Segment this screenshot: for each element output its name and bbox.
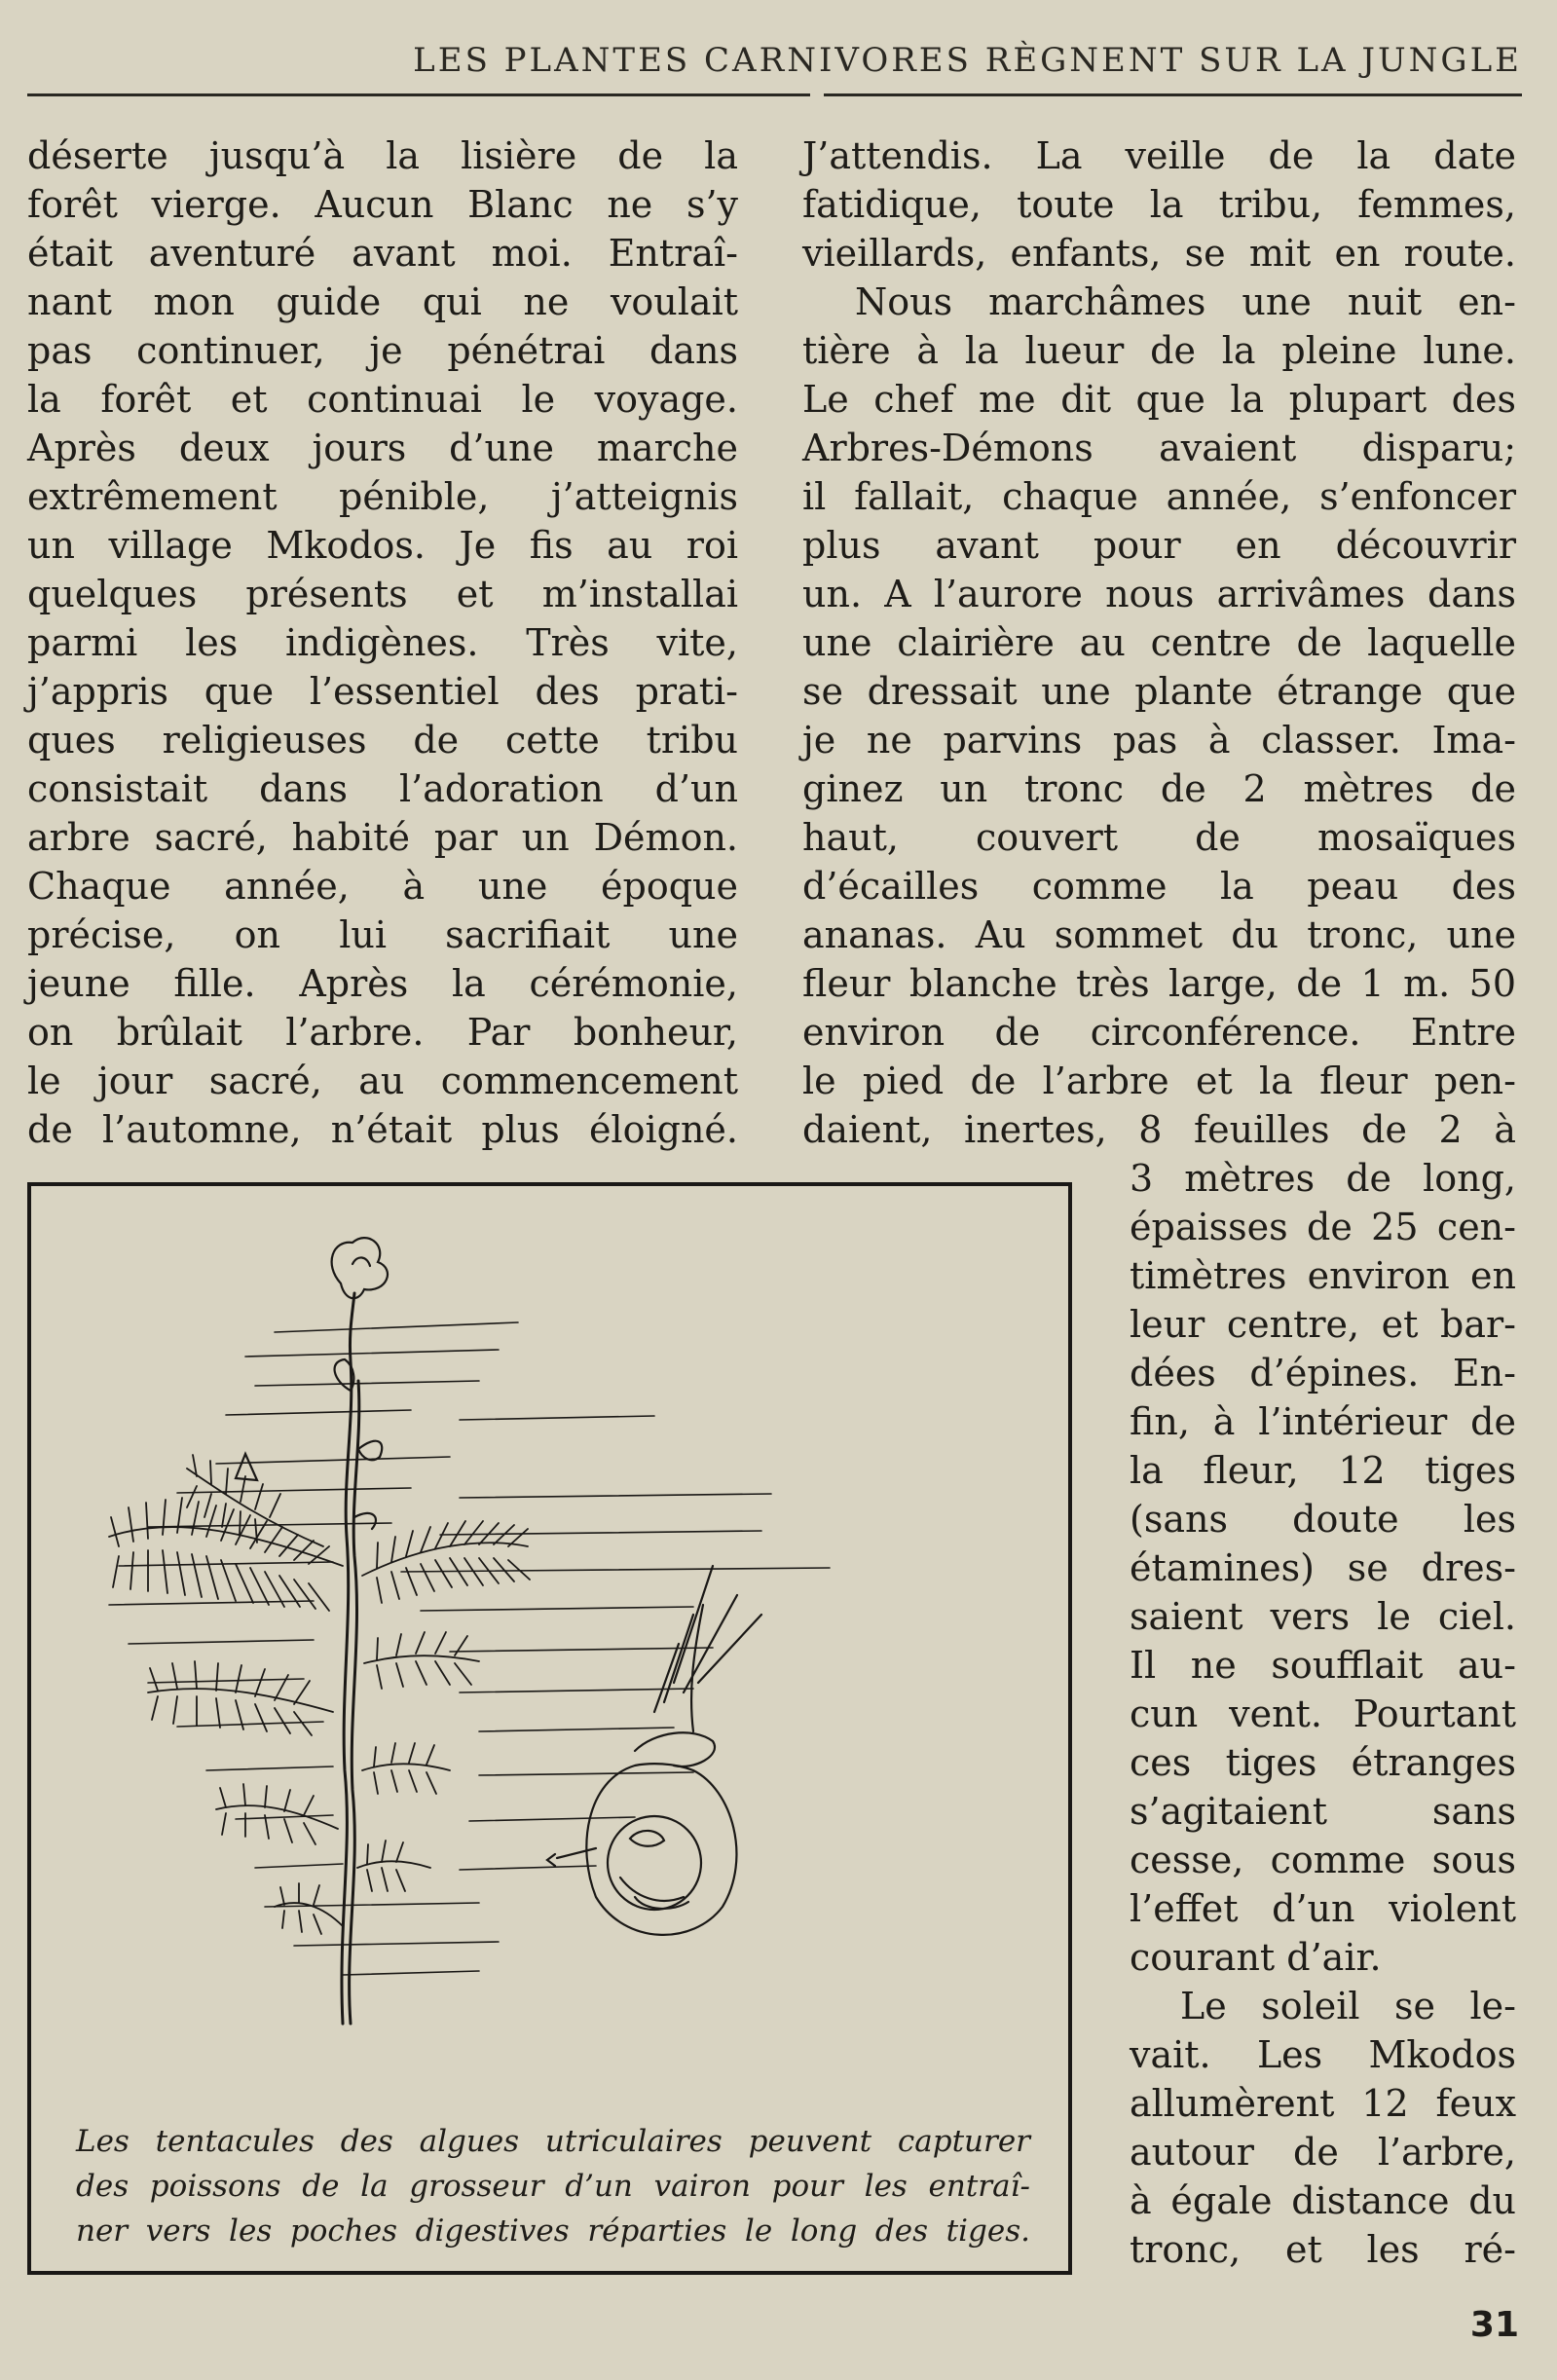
- caption-line: Les tentacules des algues utriculaires peuvent capturer: [76, 2124, 1030, 2159]
- text-line: vieillards, enfants, se mit en route.: [802, 232, 1516, 275]
- text-line: je ne parvins pas à classer. Ima-: [802, 719, 1516, 762]
- text-line: courant d’air.: [1130, 1936, 1382, 1979]
- text-line: ananas. Au sommet du tronc, une: [802, 913, 1516, 956]
- flower-head: [332, 1238, 388, 1298]
- figure-caption: [76, 2119, 1030, 2253]
- running-header: [27, 33, 1522, 88]
- text-line: autour de l’arbre,: [1130, 2131, 1516, 2174]
- text-line: tière à la lueur de la pleine lune.: [802, 329, 1516, 372]
- text-line: l’effet d’un violent: [1130, 1887, 1516, 1930]
- text-line: ques religieuses de cette tribu: [27, 719, 738, 762]
- text-line: cesse, comme sous: [1130, 1839, 1516, 1881]
- text-line: tronc, et les ré-: [1130, 2228, 1516, 2271]
- text-line: une clairière au centre de laquelle: [802, 621, 1516, 664]
- text-line: nant mon guide qui ne voulait: [27, 280, 738, 323]
- text-line: Après deux jours d’une marche: [27, 427, 738, 469]
- text-line: parmi les indigènes. Très vite,: [27, 621, 738, 664]
- text-line: un village Mkodos. Je fis au roi: [27, 524, 738, 567]
- text-line: fin, à l’intérieur de: [1130, 1400, 1516, 1443]
- text-line: le jour sacré, au commencement: [27, 1060, 738, 1102]
- text-line: ces tiges étranges: [1130, 1741, 1516, 1784]
- text-line: leur centre, et bar-: [1130, 1303, 1516, 1346]
- text-line: cun vent. Pourtant: [1130, 1692, 1516, 1735]
- text-line: on brûlait l’arbre. Par bonheur,: [27, 1011, 738, 1054]
- text-line: 3 mètres de long,: [1130, 1157, 1516, 1200]
- text-line: quelques présents et m’installai: [27, 573, 738, 615]
- text-line: la fleur, 12 tiges: [1130, 1449, 1516, 1492]
- right-branch-foliage: [357, 1521, 530, 1891]
- text-line: daient, inertes, 8 feuilles de 2 à: [802, 1108, 1516, 1151]
- left-branch-foliage: [109, 1455, 343, 1934]
- page-number: 31: [1469, 2305, 1519, 2345]
- text-line: épaisses de 25 cen-: [1130, 1206, 1516, 1248]
- illustration-figure: [27, 1182, 1072, 2275]
- text-line: Chaque année, à une époque: [27, 865, 738, 908]
- text-line: (sans doute les: [1130, 1498, 1516, 1541]
- text-line: fleur blanche très large, de 1 m. 50: [802, 962, 1516, 1005]
- text-line: plus avant pour en découvrir: [802, 524, 1516, 567]
- text-line: étamines) se dres-: [1130, 1546, 1516, 1589]
- text-line: ginez un tronc de 2 mètres de: [802, 767, 1516, 810]
- header-rule-gap: [810, 92, 824, 98]
- text-line: forêt vierge. Aucun Blanc ne s’y: [27, 183, 738, 226]
- text-line: saient vers le ciel.: [1130, 1595, 1516, 1638]
- text-line: allumèrent 12 feux: [1130, 2082, 1516, 2125]
- text-line: de l’automne, n’était plus éloigné.: [27, 1108, 738, 1151]
- text-line: Nous marchâmes une nuit en-: [855, 280, 1516, 323]
- text-line: se dressait une plante étrange que: [802, 670, 1516, 713]
- text-line: pas continuer, je pénétrai dans: [27, 329, 738, 372]
- text-line: un. A l’aurore nous arrivâmes dans: [802, 573, 1516, 615]
- text-line: était aventuré avant moi. Entraî-: [27, 232, 738, 275]
- water-hatching: [109, 1322, 830, 1975]
- text-line: il fallait, chaque année, s’enfoncer: [802, 475, 1516, 518]
- text-line: vait. Les Mkodos: [1130, 2033, 1516, 2076]
- text-line: dées d’épines. En-: [1130, 1352, 1516, 1395]
- main-stem: [342, 1293, 359, 2024]
- text-line: arbre sacré, habité par un Démon.: [27, 816, 738, 859]
- text-line: le pied de l’arbre et la fleur pen-: [802, 1060, 1516, 1102]
- bladder-detail: [547, 1566, 761, 1935]
- text-line: j’appris que l’essentiel des prati-: [27, 670, 738, 713]
- text-line: haut, couvert de mosaïques: [802, 816, 1516, 859]
- text-line: s’agitaient sans: [1130, 1790, 1516, 1833]
- text-line: précise, on lui sacrifiait une: [27, 913, 738, 956]
- text-line: d’écailles comme la peau des: [802, 865, 1516, 908]
- text-line: Arbres-Démons avaient disparu;: [802, 427, 1516, 469]
- text-line: jeune fille. Après la cérémonie,: [27, 962, 738, 1005]
- text-line: Il ne soufflait au-: [1130, 1644, 1516, 1687]
- text-line: extrêmement pénible, j’atteignis: [27, 475, 738, 518]
- text-line: la forêt et continuai le voyage.: [27, 378, 738, 421]
- text-line: à égale distance du: [1130, 2179, 1516, 2222]
- header-rule: [27, 93, 1522, 96]
- text-line: Le chef me dit que la plupart des: [802, 378, 1516, 421]
- text-line: timètres environ en: [1130, 1254, 1516, 1297]
- text-line: environ de circonférence. Entre: [802, 1011, 1516, 1054]
- caption-line: des poissons de la grosseur d’un vairon pour les entraî-: [76, 2169, 1030, 2204]
- text-line: déserte jusqu’à la lisière de la: [27, 134, 738, 177]
- text-line: Le soleil se le-: [1180, 1985, 1516, 2027]
- utricularia-plant-drawing: [90, 1225, 1024, 2101]
- text-line: J’attendis. La veille de la date: [802, 134, 1516, 177]
- text-line: fatidique, toute la tribu, femmes,: [802, 183, 1516, 226]
- running-title: LES PLANTES CARNIVORES RÈGNENT SUR LA JUNGLE: [413, 41, 1522, 80]
- caption-line: ner vers les poches digestives réparties le long des tiges.: [76, 2213, 1030, 2249]
- text-line: consistait dans l’adoration d’un: [27, 767, 738, 810]
